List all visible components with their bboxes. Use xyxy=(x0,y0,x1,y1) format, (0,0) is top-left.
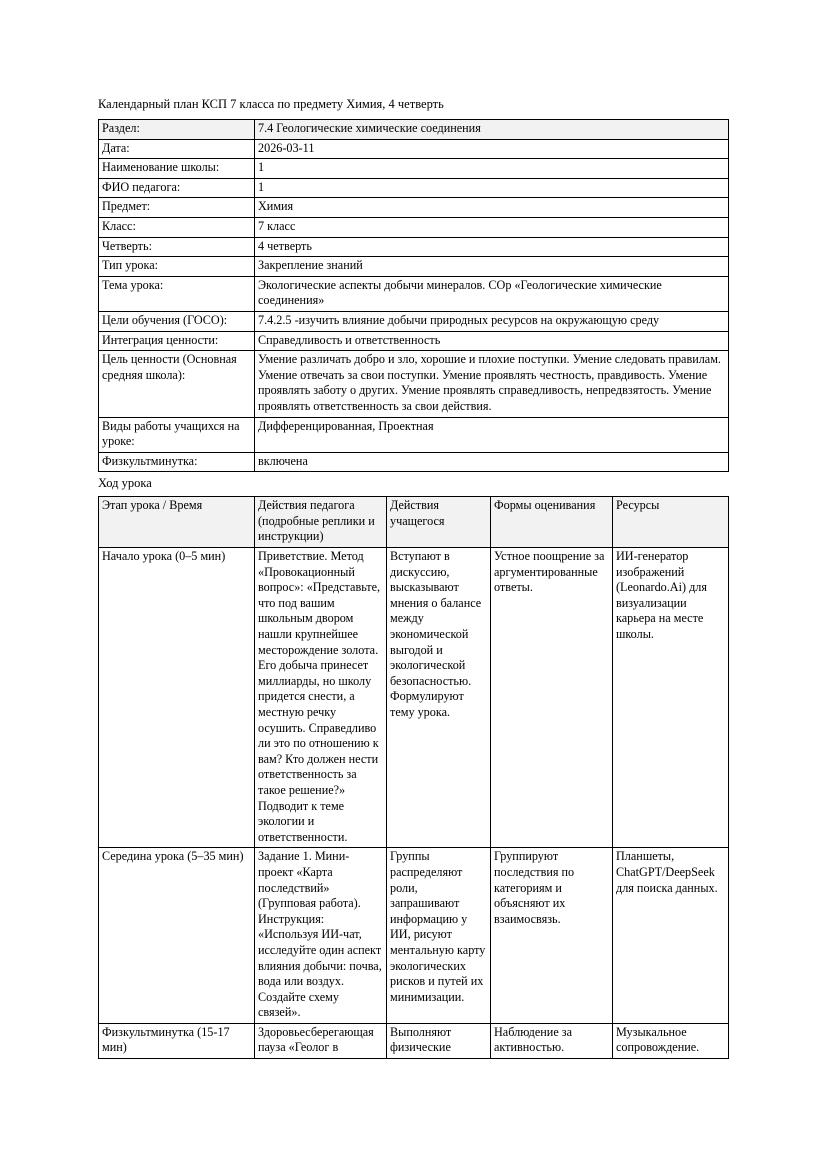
info-value: 7.4 Геологические химические соединения xyxy=(255,120,729,140)
cell-resources: Планшеты, ChatGPT/DeepSeek для поиска данных. xyxy=(613,848,729,1024)
lesson-flow-table-body xyxy=(99,548,729,1059)
info-label: Цели обучения (ГОСО): xyxy=(99,311,255,331)
info-value: 1 xyxy=(255,159,729,179)
info-label: Тип урока: xyxy=(99,257,255,277)
column-header-teacher: Действия педагога (подробные реплики и инструкции) xyxy=(255,497,387,548)
table-row xyxy=(99,848,729,1024)
table-row xyxy=(99,120,729,140)
cell-student: Вступают в дискуссию, высказывают мнения о балансе между экономической выгодой и экологической безопасностью. Формулируют тему урока. xyxy=(387,548,491,848)
column-header-resources: Ресурсы xyxy=(613,497,729,548)
cell-student: Выполняют физические xyxy=(387,1023,491,1058)
info-value: Справедливость и ответственность xyxy=(255,331,729,351)
column-header-student: Действия учащегося xyxy=(387,497,491,548)
document-title: Календарный план КСП 7 класса по предмету Химия, 4 четверть xyxy=(98,97,444,111)
cell-resources: ИИ-генератор изображений (Leonardo.Ai) для визуализации карьера на месте школы. xyxy=(613,548,729,848)
table-row xyxy=(99,198,729,218)
info-label: Предмет: xyxy=(99,198,255,218)
lesson-flow-table-head xyxy=(99,497,729,548)
table-row xyxy=(99,331,729,351)
lesson-flow-table xyxy=(98,496,729,1059)
lesson-flow-heading: Ход урока xyxy=(98,476,152,491)
table-row xyxy=(99,311,729,331)
info-label: Тема урока: xyxy=(99,276,255,311)
cell-assessment: Устное поощрение за аргументированные ответы. xyxy=(491,548,613,848)
info-value: 7 класс xyxy=(255,217,729,237)
info-label: Четверть: xyxy=(99,237,255,257)
info-label: Виды работы учащихся на уроке: xyxy=(99,417,255,452)
info-value: Умение различать добро и зло, хорошие и плохие поступки. Умение следовать правилам. Умение отвечать за свои поступки. Умение проявлять честность, правдивость. Умение проявлять заботу о других. Умение проявлять справедливость, непредвзятость. Умение проявлять ответственность за свои действия. xyxy=(255,351,729,417)
document-content xyxy=(98,96,728,1059)
table-row xyxy=(99,276,729,311)
info-value: 4 четверть xyxy=(255,237,729,257)
table-row xyxy=(99,237,729,257)
table-row xyxy=(99,452,729,472)
table-row xyxy=(99,548,729,848)
info-value: 7.4.2.5 -изучить влияние добычи природных ресурсов на окружающую среду xyxy=(255,311,729,331)
info-label: ФИО педагога: xyxy=(99,178,255,198)
info-label: Раздел: xyxy=(99,120,255,140)
info-value: Закрепление знаний xyxy=(255,257,729,277)
info-value: Экологические аспекты добычи минералов. СОр «Геологические химические соединения» xyxy=(255,276,729,311)
column-header-stage: Этап урока / Время xyxy=(99,497,255,548)
table-row xyxy=(99,178,729,198)
info-label: Дата: xyxy=(99,139,255,159)
info-label: Физкультминутка: xyxy=(99,452,255,472)
info-value: 2026-03-11 xyxy=(255,139,729,159)
info-label: Наименование школы: xyxy=(99,159,255,179)
cell-resources: Музыкальное сопровождение. xyxy=(613,1023,729,1058)
table-row xyxy=(99,257,729,277)
cell-teacher: Задание 1. Мини-проект «Карта последствий» (Групповая работа). Инструкция: «Используя ИИ-чат, исследуйте один аспект влияния добычи: почва, вода или воздух. Создайте схему связей». xyxy=(255,848,387,1024)
info-label: Интеграция ценности: xyxy=(99,331,255,351)
table-row xyxy=(99,417,729,452)
table-row xyxy=(99,351,729,417)
info-value: включена xyxy=(255,452,729,472)
cell-assessment: Группируют последствия по категориям и объясняют их взаимосвязь. xyxy=(491,848,613,1024)
table-row xyxy=(99,217,729,237)
cell-student: Группы распределяют роли, запрашивают информацию у ИИ, рисуют ментальную карту экологических рисков и путей их минимизации. xyxy=(387,848,491,1024)
table-header-row xyxy=(99,497,729,548)
cell-stage: Начало урока (0–5 мин) xyxy=(99,548,255,848)
info-value: Дифференцированная, Проектная xyxy=(255,417,729,452)
table-row xyxy=(99,159,729,179)
table-row xyxy=(99,1023,729,1058)
cell-stage: Середина урока (5–35 мин) xyxy=(99,848,255,1024)
lesson-info-table-body xyxy=(99,120,729,472)
info-label: Класс: xyxy=(99,217,255,237)
info-value: 1 xyxy=(255,178,729,198)
cell-teacher: Здоровьесберегающая пауза «Геолог в xyxy=(255,1023,387,1058)
column-header-assessment: Формы оценивания xyxy=(491,497,613,548)
cell-stage: Физкультминутка (15-17 мин) xyxy=(99,1023,255,1058)
cell-teacher: Приветствие. Метод «Провокационный вопрос»: «Представьте, что под вашим школьным двором нашли крупнейшее месторождение золота. Его добыча принесет миллиарды, но школу придется снести, а местную речку осушить. Справедливо ли это по отношению к вам? Кто должен нести ответственность за такое решение?» Подводит к теме экологии и ответственности. xyxy=(255,548,387,848)
cell-assessment: Наблюдение за активностью. xyxy=(491,1023,613,1058)
info-value: Химия xyxy=(255,198,729,218)
table-row xyxy=(99,139,729,159)
lesson-info-table xyxy=(98,119,729,472)
info-label: Цель ценности (Основная средняя школа): xyxy=(99,351,255,417)
